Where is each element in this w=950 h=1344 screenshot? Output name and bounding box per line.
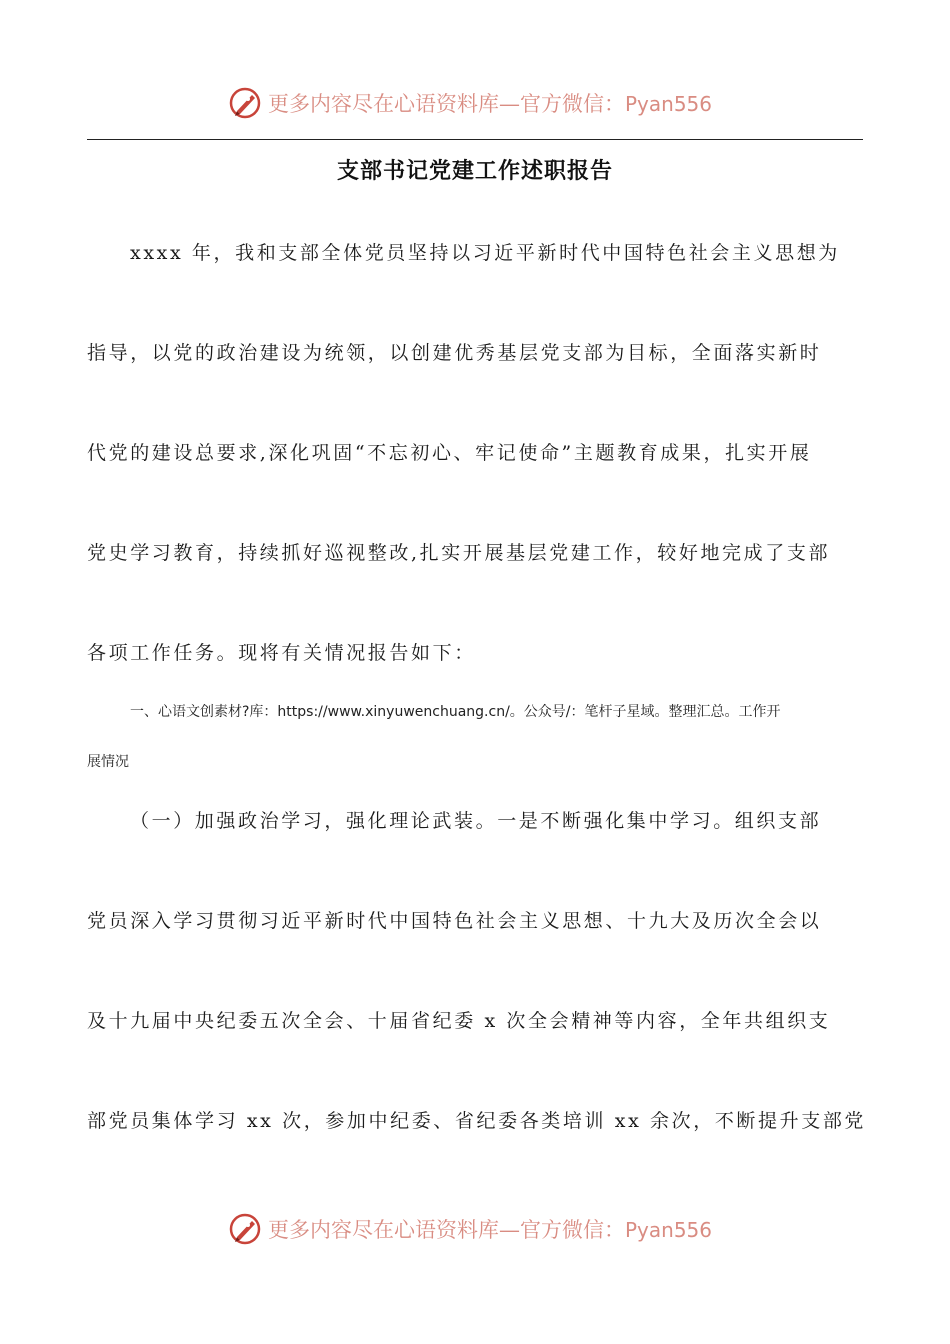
- footer-banner: [0, 1208, 950, 1252]
- wechat-id: Pyan556: [625, 1218, 713, 1242]
- section-heading: 一、心语文创素材?库：https://www.xinyuwenchuang.cn/。公众号/：笔杆子星域。整理汇总。工作开: [130, 704, 781, 720]
- paragraph-line: 各项工作任务。现将有关情况报告如下：: [87, 642, 476, 664]
- header-rule: [87, 139, 863, 140]
- pen-logo-icon: [228, 1212, 262, 1246]
- document-title: 支部书记党建工作述职报告: [336, 158, 613, 184]
- paragraph-line: 党史学习教育，持续抓好巡视整改,扎实开展基层党建工作，较好地完成了支部: [87, 542, 831, 564]
- header-banner: [0, 82, 950, 126]
- banner-text: 更多内容尽在心语资料库—官方微信：: [268, 92, 625, 116]
- paragraph-line: （一）加强政治学习，强化理论武装。一是不断强化集中学习。组织支部: [130, 810, 822, 832]
- banner-text: 更多内容尽在心语资料库—官方微信：: [268, 1218, 625, 1242]
- paragraph-line: 党员深入学习贯彻习近平新时代中国特色社会主义思想、十九大及历次全会以: [87, 910, 822, 932]
- paragraph-line: 部党员集体学习 xx 次，参加中纪委、省纪委各类培训 xx 余次，不断提升支部党: [87, 1110, 867, 1132]
- paragraph-line: 代党的建设总要求,深化巩固“不忘初心、牢记使命”主题教育成果，扎实开展: [87, 442, 812, 464]
- paragraph-line: 指导，以党的政治建设为统领，以创建优秀基层党支部为目标，全面落实新时: [87, 342, 822, 364]
- paragraph-line: 及十九届中央纪委五次全会、十届省纪委 x 次全会精神等内容，全年共组织支: [87, 1010, 831, 1032]
- pen-logo-icon: [228, 86, 262, 120]
- section-heading-continued: 展情况: [87, 754, 129, 770]
- wechat-id: Pyan556: [625, 92, 713, 116]
- paragraph-line: xxxx 年，我和支部全体党员坚持以习近平新时代中国特色社会主义思想为: [130, 242, 840, 264]
